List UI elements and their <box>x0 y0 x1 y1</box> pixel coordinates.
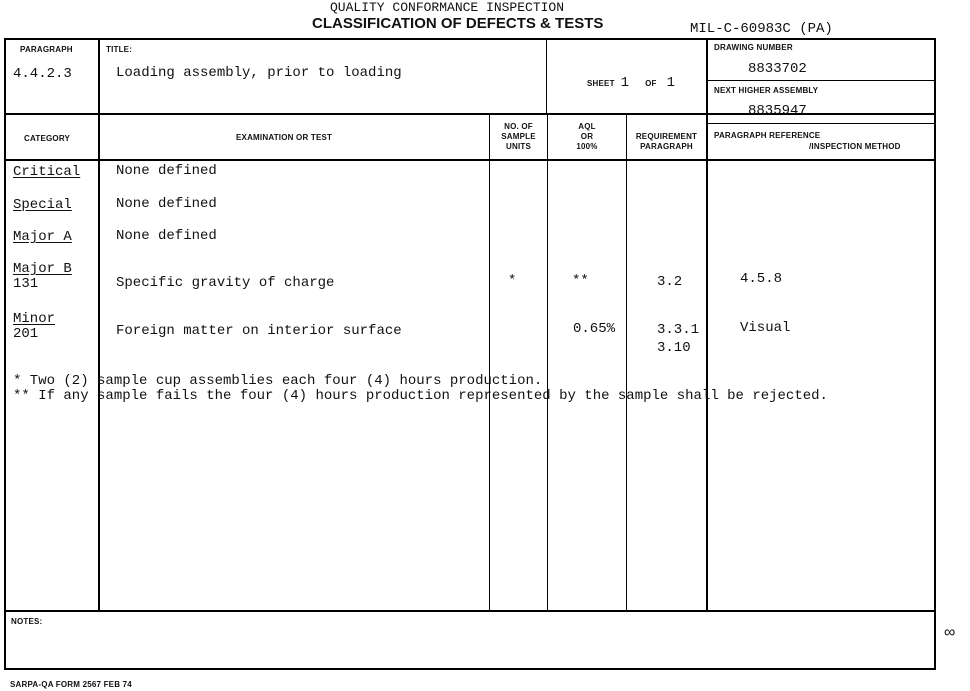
col-header-exam: EXAMINATION OR TEST <box>236 133 333 142</box>
aql-minor: 0.65% <box>573 321 616 337</box>
req-para-major-b: 3.2 <box>657 274 683 290</box>
col-header-sample-line2: SAMPLE <box>501 132 536 141</box>
col-header-sample <box>490 122 547 152</box>
divider-drawing-number <box>706 80 936 81</box>
divider-ref-header <box>706 123 936 124</box>
sheet-number: 1 <box>620 75 630 91</box>
col-header-sample-line1: NO. OF <box>504 122 533 131</box>
req-para-minor-1: 3.3.1 <box>657 322 700 338</box>
category-special: Special <box>13 197 72 213</box>
category-major-b: Major B <box>13 261 72 277</box>
sheet-label: SHEET <box>587 79 615 88</box>
exam-special: None defined <box>116 196 217 212</box>
title-value: Loading assembly, prior to loading <box>116 65 402 81</box>
form-id: SARPA-QA FORM 2567 FEB 74 <box>10 680 132 689</box>
col-header-ref-line2: /INSPECTION METHOD <box>809 142 901 151</box>
defect-number-201: 201 <box>13 326 39 342</box>
paragraph-value: 4.4.2.3 <box>13 66 72 82</box>
divider-ref-col <box>706 38 708 612</box>
req-para-minor-2: 3.10 <box>657 340 691 356</box>
divider-aql-col <box>547 113 548 612</box>
col-header-aql-line3: 100% <box>576 142 598 151</box>
form-heading: QUALITY CONFORMANCE INSPECTION <box>330 0 565 15</box>
category-critical: Critical <box>13 164 81 180</box>
sheet-indicator <box>587 73 675 91</box>
notes-label: NOTES: <box>11 617 43 626</box>
sheet-of-label: OF <box>645 79 657 88</box>
col-header-category: CATEGORY <box>24 134 71 143</box>
col-header-aql-line1: AQL <box>578 122 596 131</box>
footnote-double-asterisk: ** If any sample fails the four (4) hours production represented by the sample shall be rejected. <box>13 388 828 404</box>
divider-notes-top <box>4 610 936 612</box>
category-minor: Minor <box>13 311 56 327</box>
exam-specific-gravity: Specific gravity of charge <box>116 275 335 291</box>
next-higher-label: NEXT HIGHER ASSEMBLY <box>714 86 819 95</box>
drawing-number-value: 8833702 <box>748 61 807 77</box>
footnote-single-asterisk: * Two (2) sample cup assemblies each four (4) hours production. <box>13 373 543 389</box>
divider-sample-col <box>489 113 490 612</box>
ref-minor: Visual <box>740 320 791 336</box>
title-label: TITLE: <box>106 45 133 54</box>
divider-column-header-bottom <box>4 159 936 161</box>
aql-major-b: ** <box>572 273 589 289</box>
exam-major-a: None defined <box>116 228 217 244</box>
ref-major-b: 4.5.8 <box>740 271 783 287</box>
defect-number-131: 131 <box>13 276 39 292</box>
sheet-total: 1 <box>666 75 675 91</box>
category-major-a: Major A <box>13 229 72 245</box>
divider-req-col <box>626 113 627 612</box>
sample-units-major-b: * <box>508 273 517 289</box>
divider-category-col <box>98 38 100 612</box>
col-header-aql-line2: OR <box>580 132 594 141</box>
col-header-sample-line3: UNITS <box>506 142 531 151</box>
col-header-ref-line1: PARAGRAPH REFERENCE <box>714 131 821 140</box>
paragraph-label: PARAGRAPH <box>20 45 73 54</box>
margin-mark: ∞ <box>944 624 956 641</box>
drawing-number-label: DRAWING NUMBER <box>714 43 793 52</box>
next-higher-value: 8835947 <box>748 103 807 119</box>
col-header-req-line1: REQUIREMENT <box>635 132 698 141</box>
spec-number: MIL-C-60983C (PA) <box>690 21 833 37</box>
exam-critical: None defined <box>116 163 217 179</box>
form-subheading: CLASSIFICATION OF DEFECTS & TESTS <box>312 15 604 32</box>
col-header-aql <box>548 122 626 152</box>
divider-title-sheet <box>546 38 547 115</box>
exam-foreign-matter: Foreign matter on interior surface <box>116 323 402 339</box>
col-header-req <box>627 132 706 152</box>
col-header-req-line2: PARAGRAPH <box>640 142 693 151</box>
